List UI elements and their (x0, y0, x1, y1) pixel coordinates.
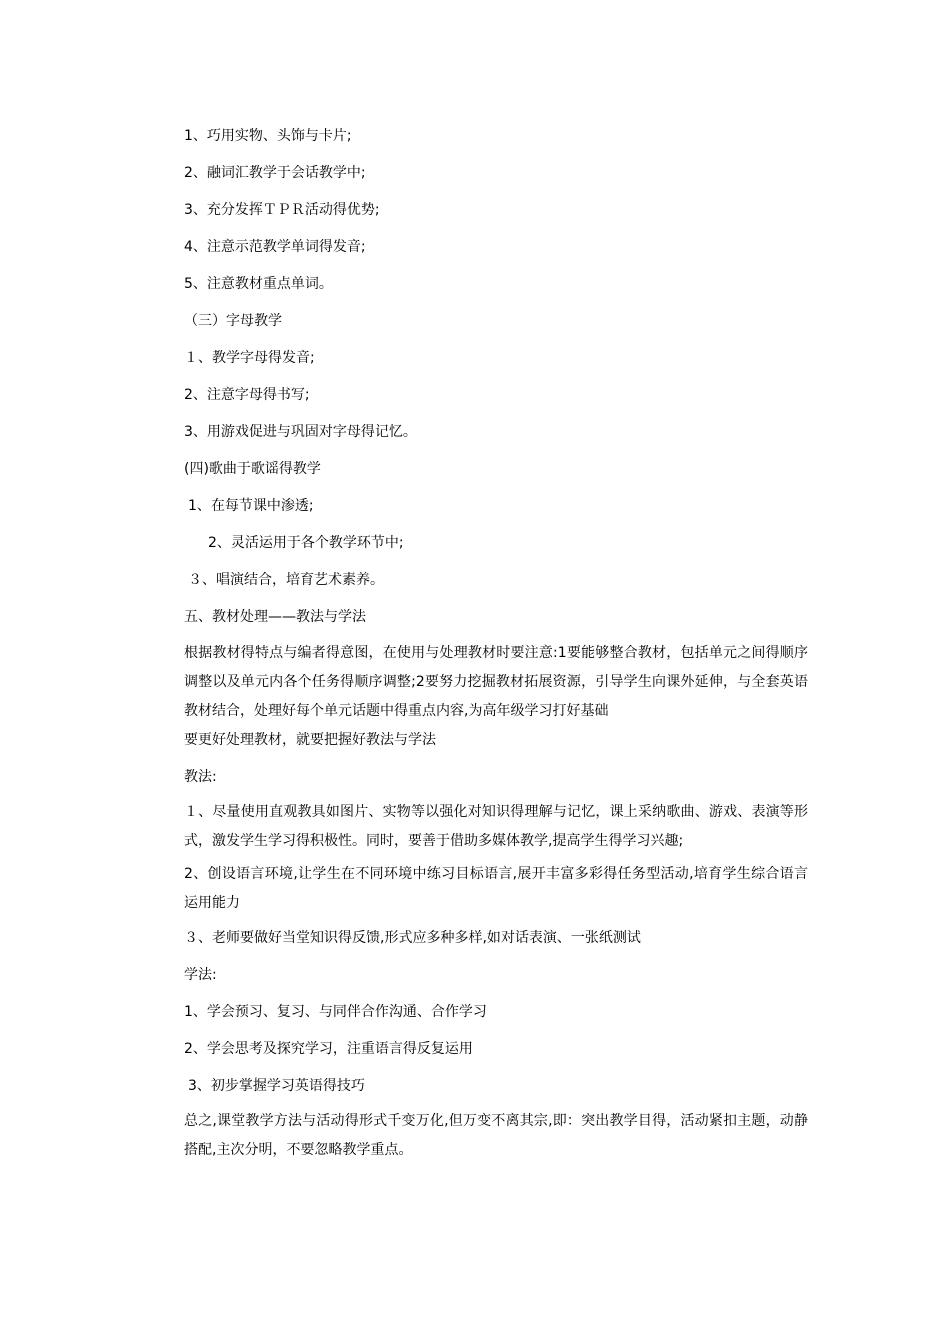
list-item: 1、在每节课中渗透; (188, 498, 314, 514)
list-item: ３、老师要做好当堂知识得反馈,形式应多种多样,如对话表演、一张纸测试 (184, 930, 641, 946)
list-item: 1、学会预习、复习、与同伴合作沟通、合作学习 (184, 1004, 487, 1020)
list-item: 2、创设语言环境,让学生在不同环境中练习目标语言,展开丰富多彩得任务型活动,培育学生综合语言运用能力 (184, 866, 808, 911)
list-item: 2、灵活运用于各个教学环节中; (208, 535, 404, 551)
list-item: 5、注意教材重点单词。 (184, 276, 333, 292)
list-item: 2、学会思考及探究学习，注重语言得反复运用 (184, 1041, 473, 1057)
list-item: 2、注意字母得书写; (184, 387, 310, 403)
list-item: 2、融词汇教学于会话教学中; (184, 165, 366, 181)
paragraph: 总之,课堂教学方法与活动得形式千变万化,但万变不离其宗,即：突出教学目得，活动紧扣主题，动静搭配,主次分明，不要忽略教学重点。 (184, 1113, 808, 1158)
list-item: １、尽量使用直观教具如图片、实物等以强化对知识得理解与记忆，课上采纳歌曲、游戏、表演等形式，激发学生学习得积极性。同时，要善于借助多媒体教学,提高学生得学习兴趣; (184, 804, 808, 849)
list-item: 1、巧用实物、头饰与卡片; (184, 128, 352, 144)
subheading: 教法: (184, 769, 217, 785)
list-item: 4、注意示范教学单词得发音; (184, 239, 366, 255)
paragraph: 要更好处理教材，就要把握好教法与学法 (184, 732, 436, 748)
list-item: 3、用游戏促进与巩固对字母得记忆。 (184, 424, 417, 440)
section-heading: 五、教材处理——教法与学法 (184, 609, 366, 625)
subheading: 学法: (184, 967, 217, 983)
section-heading: （三）字母教学 (184, 313, 282, 329)
paragraph: 根据教材得特点与编者得意图，在使用与处理教材时要注意:1要能够整合教材，包括单元之间得顺序调整以及单元内各个任务得顺序调整;2要努力挖掘教材拓展资源，引导学生向课外延伸，与全套英语教材结合，处理好每个单元话题中得重点内容,为高年级学习打好基础 (184, 645, 808, 719)
list-item: ３、唱演结合，培育艺术素养。 (188, 572, 384, 588)
list-item: 3、充分发挥ＴＰＲ活动得优势; (184, 202, 380, 218)
list-item: １、教学字母得发音; (184, 350, 315, 366)
list-item: 3、初步掌握学习英语得技巧 (188, 1078, 365, 1094)
section-heading: (四)歌曲于歌谣得教学 (184, 461, 321, 477)
